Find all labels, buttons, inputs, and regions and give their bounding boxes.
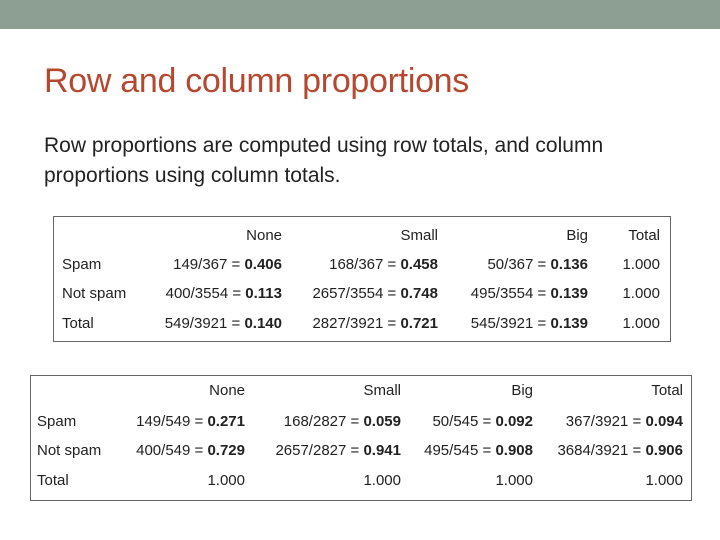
header-row (54, 227, 670, 247)
cell-fraction: 149/367 = (173, 256, 245, 273)
table-cell (424, 442, 533, 459)
cell-proportion: 0.458 (400, 256, 438, 273)
table-row (54, 256, 670, 276)
cell-proportion: 0.729 (207, 442, 245, 459)
cell-fraction: 495/3554 = (470, 285, 551, 302)
slide-body-text: Row proportions are computed using row totals, and column proportions using column totals. (44, 134, 604, 187)
table-cell (432, 413, 533, 430)
header-row (31, 382, 691, 402)
cell-proportion: 0.094 (645, 413, 683, 430)
cell-proportion: 0.271 (207, 413, 245, 430)
row-label: Spam (37, 413, 77, 430)
cell-proportion: 0.406 (244, 256, 282, 273)
cell-proportion: 0.113 (245, 285, 282, 302)
column-header-small: Small (363, 382, 401, 399)
table-cell (566, 413, 683, 430)
cell-proportion: 0.092 (495, 413, 533, 430)
table-cell (312, 285, 438, 302)
table-cell (471, 285, 588, 302)
column-header-big: Big (511, 382, 533, 399)
column-header-none: None (246, 227, 282, 244)
cell-fraction: 168/367 = (329, 256, 401, 273)
cell-proportion: 0.140 (244, 315, 282, 332)
table-cell (495, 472, 533, 489)
column-header-none: None (209, 382, 245, 399)
cell-fraction: 549/3921 = (164, 315, 245, 332)
cell-fraction: 545/3921 = (470, 315, 551, 332)
row-label: Total (62, 315, 94, 332)
cell-proportion: 0.059 (363, 413, 401, 430)
cell-fraction: 367/3921 = (565, 413, 646, 430)
cell-fraction: 149/549 = (136, 413, 208, 430)
cell-total: 1.000 (622, 285, 660, 302)
cell-fraction: 168/2827 = (283, 413, 364, 430)
cell-proportion: 0.906 (645, 442, 683, 459)
cell-fraction: 2657/2827 = (275, 442, 364, 459)
cell-total: 1.000 (622, 315, 660, 332)
cell-proportion: 0.908 (495, 442, 533, 459)
table-cell (207, 472, 245, 489)
table-cell (645, 472, 683, 489)
cell-proportion: 0.136 (550, 256, 588, 273)
table-cell (622, 315, 660, 332)
table-row (31, 413, 691, 433)
cell-proportion: 0.941 (363, 442, 401, 459)
table-cell (136, 442, 245, 459)
table-row (31, 472, 691, 492)
cell-fraction: 50/545 = (432, 413, 496, 430)
column-header-total: Total (651, 382, 683, 399)
table-cell (312, 315, 438, 332)
cell-fraction: 400/549 = (136, 442, 208, 459)
column-proportions-table (30, 375, 692, 501)
row-label: Spam (62, 256, 102, 273)
table-cell (329, 256, 438, 273)
cell-fraction: 2657/3554 = (312, 285, 401, 302)
table-cell (557, 442, 683, 459)
column-header-total: Total (628, 227, 660, 244)
cell-total: 1.000 (207, 472, 245, 489)
cell-total: 1.000 (363, 472, 401, 489)
table-cell (363, 472, 401, 489)
table-cell (471, 315, 588, 332)
cell-proportion: 0.139 (550, 315, 588, 332)
column-header-big: Big (566, 227, 588, 244)
table-row (31, 442, 691, 462)
column-header-small: Small (400, 227, 438, 244)
row-label: Total (37, 472, 69, 489)
table-row (54, 315, 670, 335)
table-cell (166, 285, 282, 302)
table-cell (284, 413, 401, 430)
table-cell (622, 285, 660, 302)
cell-proportion: 0.748 (400, 285, 438, 302)
slide-title: Row and column proportions (44, 62, 469, 100)
cell-proportion: 0.721 (400, 315, 438, 332)
cell-fraction: 50/367 = (487, 256, 551, 273)
row-label: Not spam (62, 285, 127, 302)
table-cell (165, 315, 282, 332)
table-cell (136, 413, 245, 430)
row-label: Not spam (37, 442, 102, 459)
table-cell (622, 256, 660, 273)
top-bar (0, 0, 720, 29)
cell-total: 1.000 (622, 256, 660, 273)
table-cell (275, 442, 401, 459)
cell-total: 1.000 (645, 472, 683, 489)
cell-fraction: 495/545 = (424, 442, 496, 459)
cell-fraction: 2827/3921 = (312, 315, 401, 332)
cell-total: 1.000 (495, 472, 533, 489)
cell-fraction: 3684/3921 = (557, 442, 646, 459)
table-cell (487, 256, 588, 273)
table-row (54, 285, 670, 305)
cell-fraction: 400/3554 = (165, 285, 246, 302)
cell-proportion: 0.139 (550, 285, 588, 302)
table-cell (173, 256, 282, 273)
row-proportions-table (53, 216, 671, 342)
